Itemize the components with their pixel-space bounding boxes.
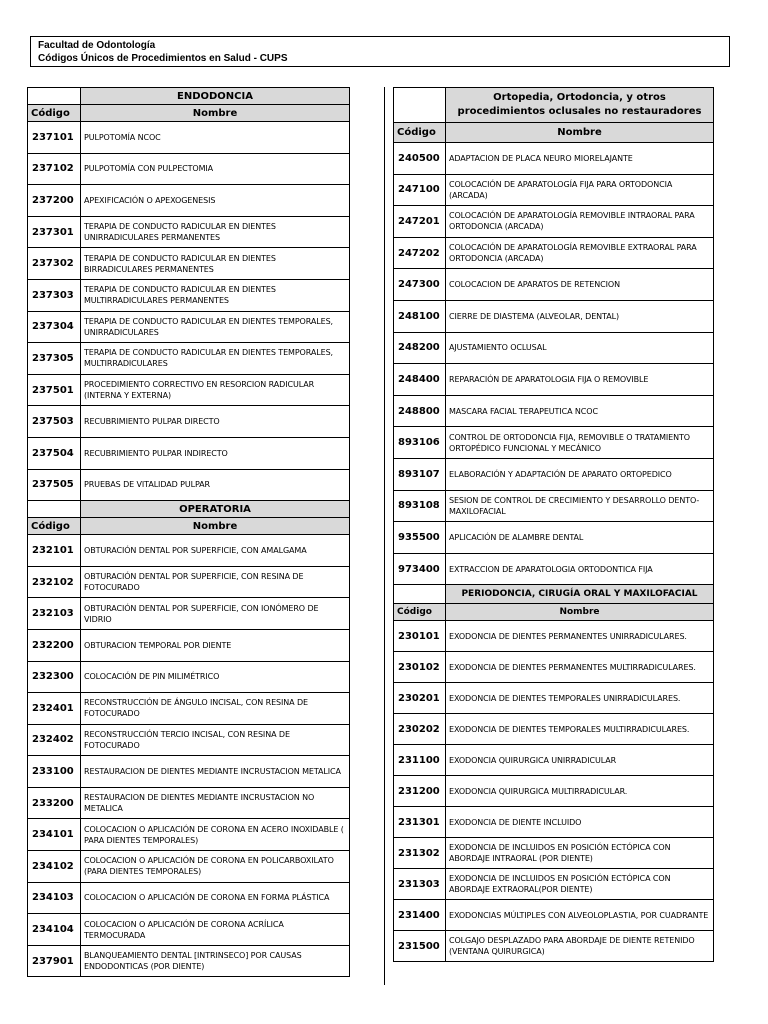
- column-header-code: Código: [394, 604, 446, 621]
- table-row: [394, 745, 714, 776]
- right-procedures-table: [393, 87, 714, 962]
- section-title-ortopedia: Ortopedia, Ortodoncia, y otros procedimientos oclusales no restauradores: [446, 88, 714, 123]
- procedure-code: 247201: [394, 206, 446, 238]
- procedure-name: APEXIFICACIÓN O APEXOGENESIS: [81, 185, 350, 217]
- procedure-name: CONTROL DE ORTODONCIA FIJA, REMOVIBLE O TRATAMIENTO ORTOPÉDICO FUNCIONAL Y MECÁNICO: [446, 427, 714, 459]
- table-row: [394, 522, 714, 554]
- procedure-code: 230202: [394, 714, 446, 745]
- table-row: [394, 206, 714, 238]
- table-row: [28, 787, 350, 819]
- table-row: [28, 598, 350, 630]
- table-row: [28, 469, 350, 501]
- procedure-code: 237504: [28, 437, 81, 469]
- procedure-code: 237305: [28, 343, 81, 375]
- table-row: [28, 535, 350, 567]
- procedure-name: PULPOTOMÍA NCOC: [81, 122, 350, 154]
- table-row: [394, 621, 714, 652]
- column-header-code: Código: [394, 123, 446, 143]
- table-row: [28, 566, 350, 598]
- procedure-code: 232101: [28, 535, 81, 567]
- procedure-name: EXODONCIA DE DIENTES PERMANENTES MULTIRRADICULARES.: [446, 652, 714, 683]
- table-row: [28, 882, 350, 914]
- table-row: [28, 185, 350, 217]
- procedure-code: 233200: [28, 787, 81, 819]
- table-row: [28, 629, 350, 661]
- procedure-code: 237503: [28, 406, 81, 438]
- table-row: [394, 900, 714, 931]
- procedure-code: 237200: [28, 185, 81, 217]
- table-row: [394, 395, 714, 427]
- table-row: [28, 661, 350, 693]
- table-row: [394, 931, 714, 962]
- procedure-name: EXODONCIA DE INCLUIDOS EN POSICIÓN ECTÓPICA CON ABORDAJE INTRAORAL (POR DIENTE): [446, 838, 714, 869]
- table-row: [28, 819, 350, 851]
- procedure-name: EXODONCIAS MÚLTIPLES CON ALVEOLOPLASTIA, POR CUADRANTE: [446, 900, 714, 931]
- procedure-code: 237101: [28, 122, 81, 154]
- procedure-code: 247300: [394, 269, 446, 301]
- table-row: [394, 714, 714, 745]
- procedure-name: TERAPIA DE CONDUCTO RADICULAR EN DIENTES TEMPORALES, MULTIRRADICULARES: [81, 343, 350, 375]
- procedure-name: EXODONCIA DE DIENTE INCLUIDO: [446, 807, 714, 838]
- procedure-name: COLGAJO DESPLAZADO PARA ABORDAJE DE DIENTE RETENIDO (VENTANA QUIRURGICA): [446, 931, 714, 962]
- procedure-name: COLOCACIÓN DE APARATOLOGÍA REMOVIBLE INTRAORAL PARA ORTODONCIA (ARCADA): [446, 206, 714, 238]
- procedure-name: OBTURACIÓN DENTAL POR SUPERFICIE, CON AMALGAMA: [81, 535, 350, 567]
- procedure-code: 240500: [394, 143, 446, 175]
- procedure-code: 231302: [394, 838, 446, 869]
- procedure-code: 248200: [394, 332, 446, 364]
- procedure-code: 231500: [394, 931, 446, 962]
- procedure-name: TERAPIA DE CONDUCTO RADICULAR EN DIENTES BIRRADICULARES PERMANENTES: [81, 248, 350, 280]
- column-header-code: Código: [28, 518, 81, 535]
- procedure-name: TERAPIA DE CONDUCTO RADICULAR EN DIENTES TEMPORALES, UNIRRADICULARES: [81, 311, 350, 343]
- column-header-name: Nombre: [446, 604, 714, 621]
- procedure-name: RECUBRIMIENTO PULPAR DIRECTO: [81, 406, 350, 438]
- table-row: [28, 279, 350, 311]
- left-procedures-table: [27, 87, 350, 977]
- procedure-code: 232200: [28, 629, 81, 661]
- procedure-name: EXODONCIA DE INCLUIDOS EN POSICIÓN ECTÓPICA CON ABORDAJE EXTRAORAL(POR DIENTE): [446, 869, 714, 900]
- table-row: [28, 756, 350, 788]
- section-title-periodoncia: PERIODONCIA, CIRUGÍA ORAL Y MAXILOFACIAL: [446, 585, 714, 604]
- procedure-name: EXODONCIA DE DIENTES PERMANENTES UNIRRADICULARES.: [446, 621, 714, 652]
- section-title-row-ortopedia: [394, 88, 714, 123]
- procedure-name: EXODONCIA DE DIENTES TEMPORALES MULTIRRADICULARES.: [446, 714, 714, 745]
- table-row: [394, 807, 714, 838]
- section-title-row-periodoncia: [394, 585, 714, 604]
- procedure-code: 234104: [28, 914, 81, 946]
- section-title-operatoria: OPERATORIA: [81, 501, 350, 518]
- procedure-name: COLOCACION O APLICACIÓN DE CORONA EN FORMA PLÁSTICA: [81, 882, 350, 914]
- procedure-name: TERAPIA DE CONDUCTO RADICULAR EN DIENTES UNIRRADICULARES PERMANENTES: [81, 216, 350, 248]
- column-header-row-operatoria: [28, 518, 350, 535]
- procedure-code: 230201: [394, 683, 446, 714]
- section-title-row-operatoria: [28, 501, 350, 518]
- column-header-code: Código: [28, 105, 81, 122]
- procedure-name: RECONSTRUCCIÓN DE ÁNGULO INCISAL, CON RESINA DE FOTOCURADO: [81, 693, 350, 725]
- procedure-name: MASCARA FACIAL TERAPEUTICA NCOC: [446, 395, 714, 427]
- document-title: Códigos Únicos de Procedimientos en Salud - CUPS: [38, 53, 288, 64]
- procedure-code: 935500: [394, 522, 446, 554]
- table-row: [394, 553, 714, 585]
- procedure-code: 237304: [28, 311, 81, 343]
- procedure-name: PROCEDIMIENTO CORRECTIVO EN RESORCION RADICULAR (INTERNA Y EXTERNA): [81, 374, 350, 406]
- column-header-name: Nombre: [446, 123, 714, 143]
- table-row: [28, 343, 350, 375]
- procedure-name: PULPOTOMÍA CON PULPECTOMIA: [81, 153, 350, 185]
- table-row: [28, 406, 350, 438]
- table-row: [28, 122, 350, 154]
- table-row: [28, 374, 350, 406]
- table-row: [394, 364, 714, 396]
- procedure-code: 248800: [394, 395, 446, 427]
- procedure-name: RECUBRIMIENTO PULPAR INDIRECTO: [81, 437, 350, 469]
- section-title-blank: [394, 88, 446, 123]
- procedure-name: CIERRE DE DIASTEMA (ALVEOLAR, DENTAL): [446, 300, 714, 332]
- procedure-code: 893106: [394, 427, 446, 459]
- procedure-name: SESION DE CONTROL DE CRECIMIENTO Y DESARROLLO DENTO-MAXILOFACIAL: [446, 490, 714, 522]
- procedure-code: 237102: [28, 153, 81, 185]
- section-title-row-endodoncia: [28, 88, 350, 105]
- procedure-name: EXTRACCION DE APARATOLOGIA ORTODONTICA FIJA: [446, 553, 714, 585]
- procedure-name: COLOCACION O APLICACIÓN DE CORONA EN POLICARBOXILATO (PARA DIENTES TEMPORALES): [81, 851, 350, 883]
- table-row: [394, 869, 714, 900]
- procedure-name: OBTURACION TEMPORAL POR DIENTE: [81, 629, 350, 661]
- procedure-name: APLICACIÓN DE ALAMBRE DENTAL: [446, 522, 714, 554]
- procedure-name: TERAPIA DE CONDUCTO RADICULAR EN DIENTES MULTIRRADICULARES PERMANENTES: [81, 279, 350, 311]
- table-row: [394, 332, 714, 364]
- procedure-name: COLOCACION O APLICACIÓN DE CORONA ACRÍLICA TERMOCURADA: [81, 914, 350, 946]
- procedure-code: 234103: [28, 882, 81, 914]
- procedure-code: 231200: [394, 776, 446, 807]
- procedure-code: 247100: [394, 174, 446, 206]
- procedure-code: 973400: [394, 553, 446, 585]
- procedure-name: EXODONCIA QUIRURGICA UNIRRADICULAR: [446, 745, 714, 776]
- procedure-code: 893107: [394, 458, 446, 490]
- procedure-code: 237302: [28, 248, 81, 280]
- procedure-name: COLOCACION DE APARATOS DE RETENCION: [446, 269, 714, 301]
- table-row: [394, 143, 714, 175]
- table-row: [28, 724, 350, 756]
- procedure-name: COLOCACIÓN DE PIN MILIMÉTRICO: [81, 661, 350, 693]
- procedure-code: 232102: [28, 566, 81, 598]
- table-row: [28, 311, 350, 343]
- table-row: [394, 652, 714, 683]
- table-row: [28, 914, 350, 946]
- section-title-endodoncia: ENDODONCIA: [81, 88, 350, 105]
- procedure-code: 231400: [394, 900, 446, 931]
- table-row: [394, 237, 714, 269]
- table-row: [28, 945, 350, 977]
- procedure-code: 232103: [28, 598, 81, 630]
- procedure-name: RESTAURACION DE DIENTES MEDIANTE INCRUSTACION NO METALICA: [81, 787, 350, 819]
- section-title-blank: [28, 501, 81, 518]
- table-row: [394, 269, 714, 301]
- procedure-code: 232300: [28, 661, 81, 693]
- table-row: [28, 693, 350, 725]
- procedure-code: 231100: [394, 745, 446, 776]
- procedure-name: COLOCACIÓN DE APARATOLOGÍA FIJA PARA ORTODONCIA (ARCADA): [446, 174, 714, 206]
- table-row: [394, 490, 714, 522]
- column-header-row-endodoncia: [28, 105, 350, 122]
- table-row: [394, 427, 714, 459]
- table-row: [394, 458, 714, 490]
- procedure-name: COLOCACION O APLICACIÓN DE CORONA EN ACERO INOXIDABLE ( PARA DIENTES TEMPORALES): [81, 819, 350, 851]
- procedure-name: RECONSTRUCCIÓN TERCIO INCISAL, CON RESINA DE FOTOCURADO: [81, 724, 350, 756]
- procedure-code: 248400: [394, 364, 446, 396]
- table-row: [28, 851, 350, 883]
- procedure-name: PRUEBAS DE VITALIDAD PULPAR: [81, 469, 350, 501]
- column-header-row-ortopedia: [394, 123, 714, 143]
- procedure-name: RESTAURACION DE DIENTES MEDIANTE INCRUSTACION METALICA: [81, 756, 350, 788]
- document-header: [30, 36, 730, 67]
- table-row: [28, 248, 350, 280]
- procedure-name: OBTURACIÓN DENTAL POR SUPERFICIE, CON RESINA DE FOTOCURADO: [81, 566, 350, 598]
- column-header-name: Nombre: [81, 518, 350, 535]
- table-row: [394, 776, 714, 807]
- procedure-code: 237501: [28, 374, 81, 406]
- procedure-code: 237303: [28, 279, 81, 311]
- section-title-blank: [394, 585, 446, 604]
- procedure-name: EXODONCIA DE DIENTES TEMPORALES UNIRRADICULARES.: [446, 683, 714, 714]
- procedure-name: BLANQUEAMIENTO DENTAL [INTRINSECO] POR CAUSAS ENDODONTICAS (POR DIENTE): [81, 945, 350, 977]
- column-header-row-periodoncia: [394, 604, 714, 621]
- column-divider: [384, 87, 385, 985]
- section-title-blank: [28, 88, 81, 105]
- procedure-name: REPARACIÓN DE APARATOLOGIA FIJA O REMOVIBLE: [446, 364, 714, 396]
- procedure-code: 234101: [28, 819, 81, 851]
- procedure-code: 231303: [394, 869, 446, 900]
- procedure-code: 248100: [394, 300, 446, 332]
- table-row: [28, 216, 350, 248]
- procedure-code: 232402: [28, 724, 81, 756]
- procedure-code: 232401: [28, 693, 81, 725]
- table-row: [394, 174, 714, 206]
- procedure-code: 893108: [394, 490, 446, 522]
- table-row: [394, 300, 714, 332]
- procedure-name: OBTURACIÓN DENTAL POR SUPERFICIE, CON IONÓMERO DE VIDRIO: [81, 598, 350, 630]
- procedure-code: 237301: [28, 216, 81, 248]
- procedure-name: EXODONCIA QUIRURGICA MULTIRRADICULAR.: [446, 776, 714, 807]
- table-row: [394, 683, 714, 714]
- column-header-name: Nombre: [81, 105, 350, 122]
- table-row: [394, 838, 714, 869]
- procedure-name: ADAPTACION DE PLACA NEURO MIORELAJANTE: [446, 143, 714, 175]
- procedure-name: ELABORACIÓN Y ADAPTACIÓN DE APARATO ORTOPEDICO: [446, 458, 714, 490]
- procedure-name: COLOCACIÓN DE APARATOLOGÍA REMOVIBLE EXTRAORAL PARA ORTODONCIA (ARCADA): [446, 237, 714, 269]
- faculty-name: Facultad de Odontología: [38, 40, 156, 51]
- procedure-code: 237505: [28, 469, 81, 501]
- table-row: [28, 437, 350, 469]
- procedure-code: 231301: [394, 807, 446, 838]
- table-row: [28, 153, 350, 185]
- procedure-code: 234102: [28, 851, 81, 883]
- procedure-name: AJUSTAMIENTO OCLUSAL: [446, 332, 714, 364]
- procedure-code: 237901: [28, 945, 81, 977]
- procedure-code: 247202: [394, 237, 446, 269]
- procedure-code: 233100: [28, 756, 81, 788]
- procedure-code: 230101: [394, 621, 446, 652]
- procedure-code: 230102: [394, 652, 446, 683]
